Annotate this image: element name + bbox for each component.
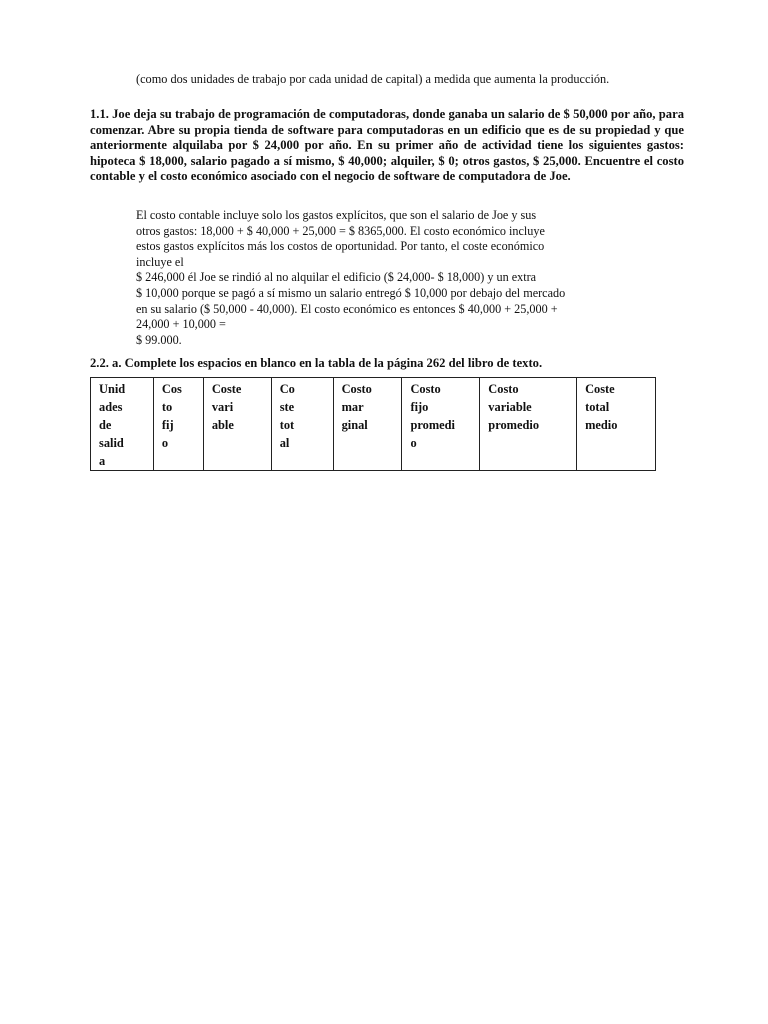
answer-line: en su salario ($ 50,000 - 40,000). El costo económico es entonces $ 40,000 + 25,000 + [136, 301, 558, 316]
header-cell-unidades: Unid ades de salid a [91, 378, 154, 471]
question-1-1: 1.1. Joe deja su trabajo de programación de computadoras, donde ganaba un salario de $ 50,000 por año, para comenzar. Abre su propia tienda de software para computadoras en un edificio que es de su propiedad y que anteriormente alquilaba por $ 24,000 por año. En su primer año de actividad tiene los siguientes gastos: hipoteca $ 18,000, salario pagado a sí mismo, $ 40,000; alquiler, $ 0; otros gastos, $ 25,000. Encuentre el costo contable y el costo económico asociado con el negocio de software de computadora de Joe. [90, 107, 684, 184]
answer-line: otros gastos: 18,000 + $ 40,000 + 25,000 = $ 8365,000. El costo económico incluye [136, 223, 545, 238]
header-cell-costo-fijo-promedio: Costo fijo promedi o [402, 378, 480, 471]
header-cell-costo-fijo: Cos to fij o [153, 378, 203, 471]
answer-1-1 [136, 208, 636, 348]
table-header-row [91, 378, 656, 471]
header-cell-costo-variable-promedio: Costo variable promedio [480, 378, 577, 471]
answer-line: estos gastos explícitos más los costos de oportunidad. Por tanto, el coste económico [136, 239, 545, 254]
answer-line: $ 10,000 porque se pagó a sí mismo un salario entregó $ 10,000 por debajo del mercado [136, 285, 566, 300]
cost-table [90, 377, 656, 471]
header-cell-costo-marginal: Costo mar ginal [333, 378, 402, 471]
answer-line: $ 246,000 él Joe se rindió al no alquilar el edificio ($ 24,000- $ 18,000) y un extra [136, 270, 537, 285]
question-2-2: 2.2. a. Complete los espacios en blanco en la tabla de la página 262 del libro de texto. [90, 356, 543, 370]
answer-line: $ 99.000. [136, 332, 182, 347]
header-cell-coste-variable: Coste vari able [203, 378, 271, 471]
header-cell-coste-total-medio: Coste total medio [577, 378, 656, 471]
answer-line: 24,000 + 10,000 = [136, 317, 226, 332]
intro-paragraph: (como dos unidades de trabajo por cada unidad de capital) a medida que aumenta la producción. [136, 72, 610, 86]
answer-line: incluye el [136, 254, 184, 269]
header-cell-coste-total: Co ste tot al [271, 378, 333, 471]
answer-line: El costo contable incluye solo los gastos explícitos, que son el salario de Joe y sus [136, 208, 537, 222]
